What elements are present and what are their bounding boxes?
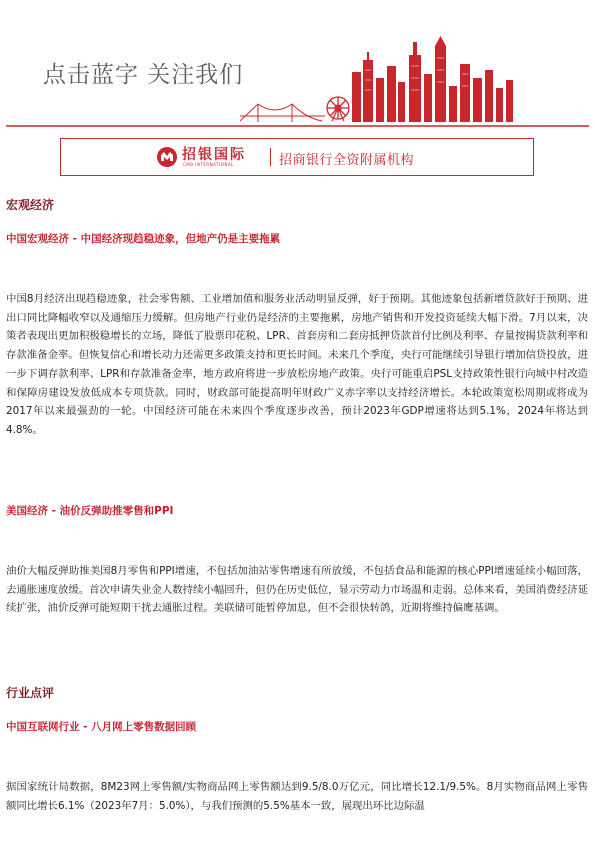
brand-name-english: CMB INTERNATIONAL <box>183 162 234 167</box>
section-heading-macro: 宏观经济 <box>6 198 55 212</box>
brand-bar <box>60 138 534 176</box>
brand-slogan: 招商银行全资附属机构 <box>279 153 415 168</box>
brand-name: 招银国际 <box>182 147 246 163</box>
brand-divider <box>270 148 271 166</box>
article-title-china-macro: 中国宏观经济 - 中国经济现趋稳迹象，但地产仍是主要拖累 <box>6 233 281 245</box>
article-title-china-internet: 中国互联网行业 - 八月网上零售数据回顾 <box>6 721 197 733</box>
cmbi-logo-icon <box>156 146 178 168</box>
follow-us-title: 点击蓝字 关注我们 <box>43 62 244 88</box>
section-heading-industry: 行业点评 <box>6 686 55 700</box>
article-body-china-macro: 中国8月经济出现趋稳迹象，社会零售额、工业增加值和服务业活动明显反弹，好于预期。其他迹象包括新增贷款好于预期、进出口同比降幅收窄以及通缩压力缓解。但房地产行业仍是经济的主要拖累，房地产销售和开发投资延续大幅下滑。7月以来，决策者表现出更加积极稳增长的立场，降低了股票印花税、LPR、首套房和二套房抵押贷款首付比例及利率、存量按揭贷款利率和存款准备金率。但恢复信心和增长动力还需更多政策支持和更长时间。未来几个季度，央行可能继续引导银行增加信贷投放，进一步下调存款利率、LPR和存款准备金率，地方政府将进一步放松房地产政策。央行可能重启PSL支持政策性银行向城中村改造和保障房建设发放低成本专项贷款。同时，财政部可能提高明年财政广义赤字率以支持经济增长。本轮政策宽松周期或将成为2017年以来最强劲的一轮。中国经济可能在未来四个季度逐步改善，预计2023年GDP增速将达到5.1%，2024年将达到4.8%。 <box>6 293 588 436</box>
header-banner <box>0 0 595 130</box>
article-body-us-economy: 油价大幅反弹助推美国8月零售和PPI增速，不包括加油站零售增速有所放缓，不包括食品和能源的核心PPI增速延续小幅回落，去通胀速度放缓。首次申请失业金人数持续小幅回升，但仍在历史低位，显示劳动力市场温和走弱。总体来看，美国消费经济延续扩张，油价反弹可能短期干扰去通胀过程。美联储可能暂停加息，但不会很快转鸽，近期将维持偏鹰基调。 <box>6 565 588 615</box>
article-title-us-economy: 美国经济 - 油价反弹助推零售和PPI <box>6 505 174 517</box>
article-body-china-internet: 据国家统计局数据，8M23网上零售额/实物商品网上零售额达到9.5/8.0万亿元，同比增长12.1/9.5%。8月实物商品网上零售额同比增长6.1%（2023年7月：5.0%），与我们预测的5.5%基本一致，展现出环比边际温 <box>6 781 588 812</box>
